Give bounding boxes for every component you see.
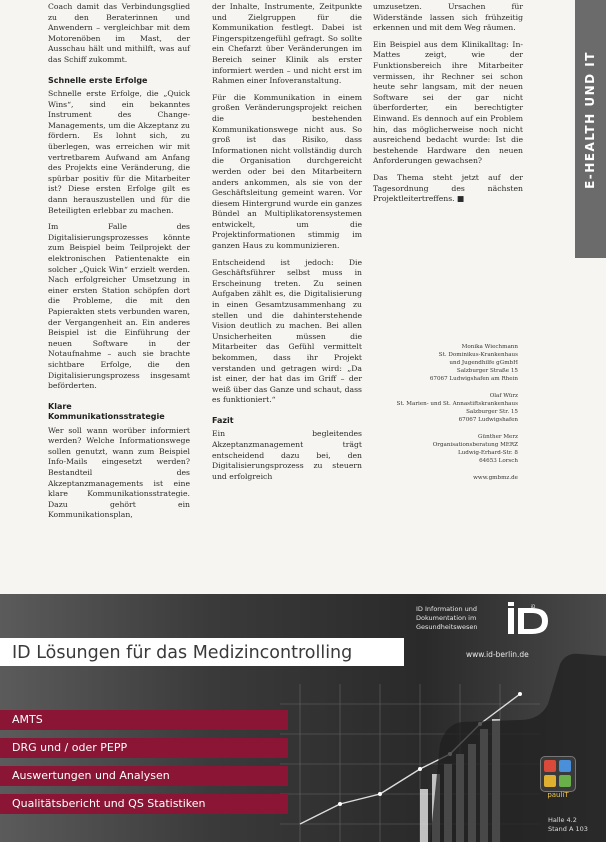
- paragraph: Schnelle erste Erfolge, die „Quick Wins“, sind ein bekanntes Instrument des Change-Managements, um die Akzeptanz zu fördern. Es lohnt sich, zu überlegen, was erreichen wir mit vertretbarem Aufwand am Anfang des Projekts eine Veränderung, die spürbar positiv für die Mitarbeiter ist? Diese ersten Erfolge gilt es dann herauszustellen und für die Beteiligten erlebbar zu machen.: [48, 89, 190, 215]
- feature-bar: Auswertungen und Analysen: [0, 766, 288, 786]
- author-name: Monika Wiechmann: [461, 344, 518, 350]
- author-line: St. Dominikus-Krankenhaus: [438, 352, 518, 358]
- company-line: Dokumentation im: [416, 614, 477, 622]
- author-line: Salzburger Straße 15: [456, 368, 518, 374]
- author-line: Ludwig-Erhard-Str. 8: [457, 450, 518, 456]
- paragraph: Das Thema steht jetzt auf der Tagesordnung des nächsten Projektleitertreffens. ■: [373, 172, 523, 204]
- author-line: 67067 Ludwigshafen: [458, 417, 518, 423]
- paragraph: umzusetzen. Ursachen für Widerstände lassen sich frühzeitig erkennen und mit dem Weg räumen.: [373, 2, 523, 33]
- paragraph: Coach damit das Verbindungsglied zu den Beraterinnen und Anwendern – vergleichbar mit dem Motorenöben im Mast, der Ausschau hält und mithilft, was auf das Schiff zukommt.: [48, 2, 190, 64]
- feature-bar: Qualitätsbericht und QS Statistiken: [0, 794, 288, 814]
- paragraph: Im Falle des Digitalisierungsprozesses könnte zum Beispiel beim Teilprojekt der elektronischen Patientenakte ein solcher „Quick Win“ erzielt werden. Nach erfolgreicher Umsetzung in einer ersten Station schöpfen dort die Probleme, die mit den Papierakten stets verbunden waren, der Vergangenheit an. Ein anderes Beispiel ist die Einführung der neuen Software in der Notaufnahme – auch sie brachte sichtbare Erfolge, die den Digitalisierungsprozess insgesamt beförderten.: [48, 222, 190, 391]
- author-line: St. Marien- und St. Annastiftskrankenhaus: [396, 401, 518, 407]
- author-info: [378, 343, 518, 491]
- paragraph: der Inhalte, Instrumente, Zeitpunkte und Zielgruppen für die Kommunikation festlegt. Dabei ist Fingerspitzengefühl gefragt. So sollte ein Chefarzt über Veränderungen im Bereich seiner Klinik als erster informiert werden – und nicht erst im Rahmen einer Infoveranstaltung.: [212, 2, 362, 86]
- author-block: [378, 433, 518, 465]
- advertisement: [0, 594, 606, 842]
- company-url[interactable]: www.id-berlin.de: [466, 650, 529, 659]
- subheading: Klare Kommunikationsstrategie: [48, 401, 165, 422]
- author-name: Olaf Würz: [489, 393, 518, 399]
- feature-bar: AMTS: [0, 710, 288, 730]
- feature-bar: DRG und / oder PEPP: [0, 738, 288, 758]
- author-line: 64653 Lorsch: [479, 458, 518, 464]
- company-line: Gesundheitswesen: [416, 623, 478, 631]
- author-name: Günther Merz: [478, 434, 518, 440]
- author-line: 67067 Ludwigshafen am Rhein: [429, 376, 518, 382]
- author-line: Salzburger Str. 15: [466, 409, 518, 415]
- subheading: Schnelle erste Erfolge: [48, 75, 148, 85]
- app-label: pauliT: [547, 791, 569, 799]
- author-website: www.gmbmz.de: [473, 475, 518, 481]
- logo-text: iD: [531, 604, 536, 609]
- booth-hall: Halle 4.2: [548, 816, 577, 824]
- author-line: Organisationsberatung MERZ: [432, 442, 518, 448]
- author-line: und Jugendhilfe gGmbH: [449, 360, 518, 366]
- article-column-2: [212, 2, 362, 488]
- ad-headline: ID Lösungen für das Medizincontrolling: [12, 643, 353, 663]
- article-column-1: [48, 2, 190, 527]
- booth-info: [548, 816, 588, 833]
- paragraph: Ein begleitendes Akzeptanzmanagement trägt entscheidend dazu bei, den Digitalisierungsprozess zu steuern und erfolgreich: [212, 429, 362, 481]
- booth-stand: Stand A 103: [548, 824, 588, 833]
- app-icon: [540, 756, 576, 792]
- paragraph: Wer soll wann worüber informiert werden? Welche Informationswege sollen genutzt, wann zum Beispiel Info-Mails eingesetzt werden? Bestandteil des Akzeptanzmanagements ist eine klare Kommunikationsstrategie. Dazu gehört ein Kommunikationsplan,: [48, 425, 190, 520]
- company-line: ID Information und: [416, 605, 478, 613]
- section-tab-label: E-HEALTH UND IT: [583, 51, 597, 189]
- author-block: [378, 474, 518, 482]
- subheading: Fazit: [212, 415, 234, 425]
- paragraph: Für die Kommunikation in einem großen Veränderungsprojekt reichen die bestehenden Kommunikationswege nicht aus. So groß ist das Risiko, dass Informationen nicht vollständig durch die Organisation durchgereicht werden oder bei den Mitarbeitern anders ankommen, als sie von der Geschäftsleitung gemeint waren. Vor diesem Hintergrund wurde ein ganzes Bündel an Multiplikatorensystemen entwickelt, um die Projektinformationen stimmig im ganzen Haus zu kommunizieren.: [212, 92, 362, 251]
- author-block: [378, 392, 518, 424]
- author-block: [378, 343, 518, 383]
- paragraph: Ein Beispiel aus dem Klinikalltag: In-Mattes zeigt, wie der Funktionsbereich ihre Mitarbeiter vermissen, ihr Rechner sei schon heute sehr langsam, mit der neuen Software sei der gar nicht überforderter, ein berechtigter Einwand. Es dennoch auf ein Problem hin, das möglicherweise noch nicht ausreichend bedacht wurde: Ist die bestehende Hardware den neuen Anforderungen gewachsen?: [373, 39, 523, 166]
- paragraph: Entscheidend ist jedoch: Die Geschäftsführer selbst muss in Erscheinung treten. Zu seinen Aufgaben zählt es, die Digitalisierung in einen Gesamtzusammenhang zu stellen und die dahinterstehende Vision deutlich zu machen. Bei allen Unsicherheiten müssen die Mitarbeiter das Gefühl vermittelt bekommen, dass ihr Projekt verstanden und getragen wird: „Da ist einer, der hat das im Griff – der weiß über das Ganze und schaut, dass es funktioniert.“: [212, 257, 362, 405]
- company-logo: [506, 602, 556, 638]
- article-column-3: [373, 2, 523, 211]
